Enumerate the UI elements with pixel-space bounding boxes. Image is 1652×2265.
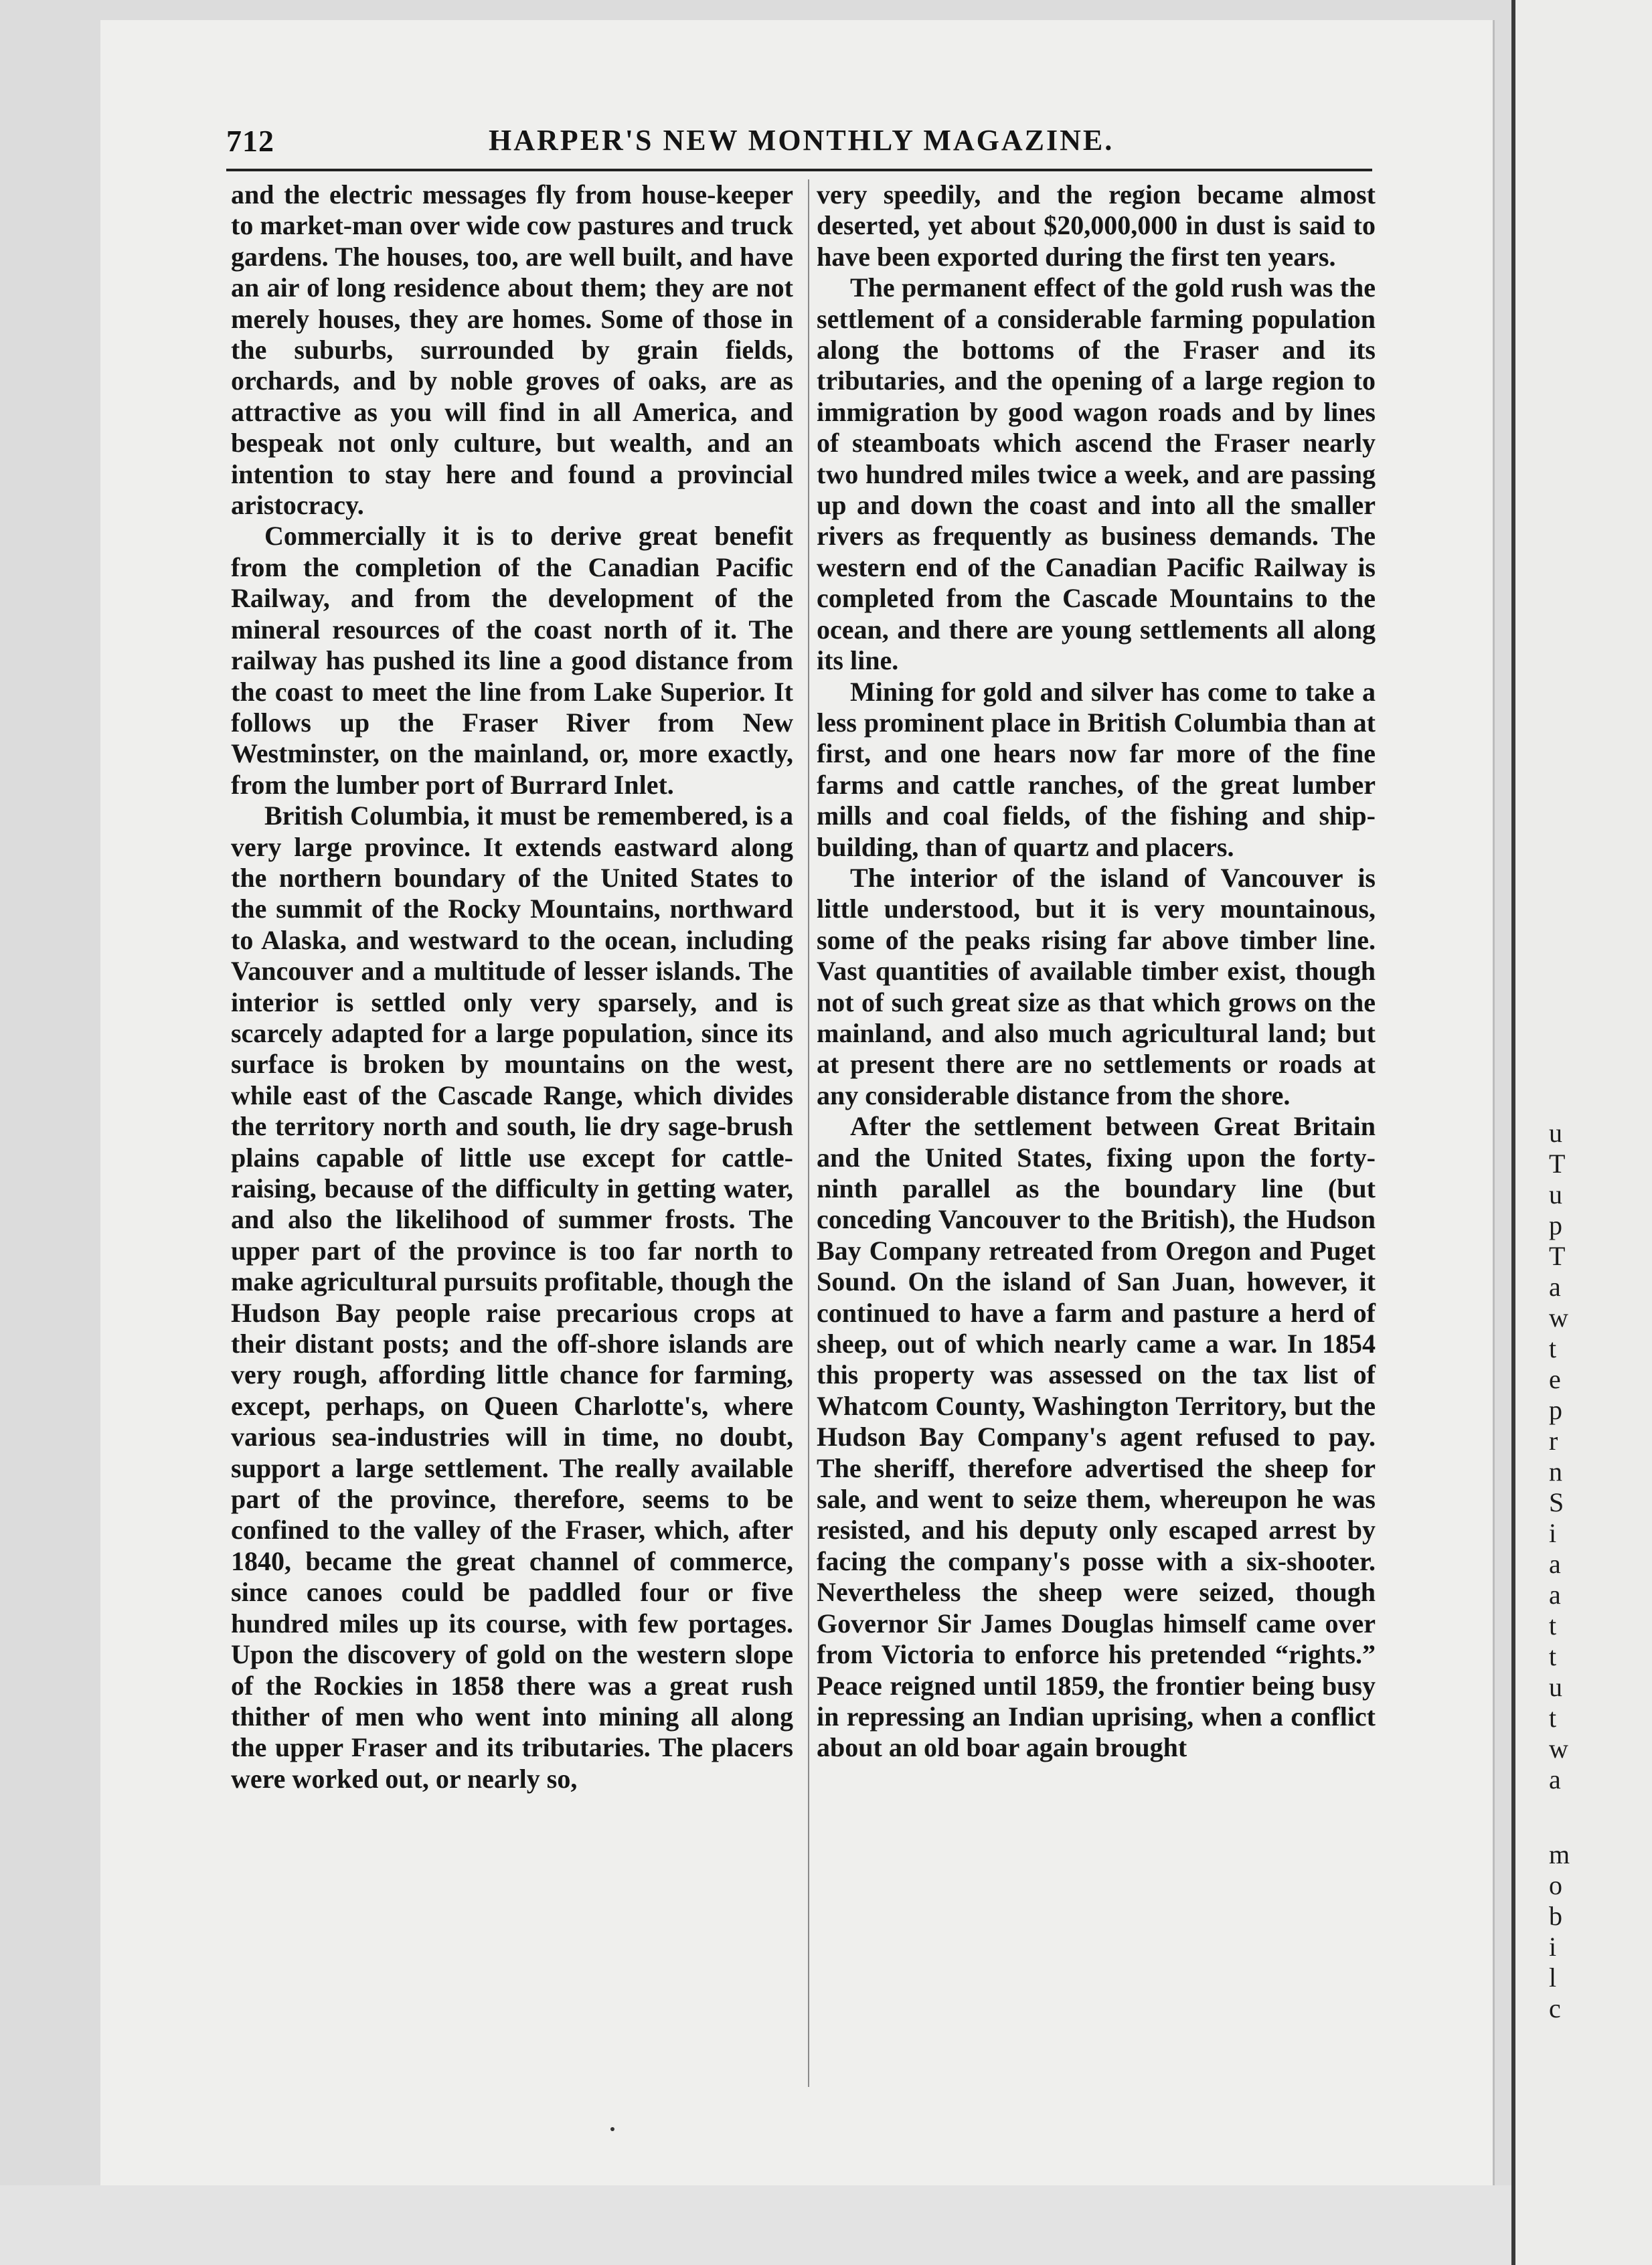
paragraph: The permanent effect of the gold rush was the settlement of a considerable farming population along the bottoms of the Fraser and its tributaries, and the opening of a large region to immigration by good wagon roads and by lines of steamboats which ascend the Fraser nearly two hundred miles twice a week, and are passing up and down the coast and into all the smaller rivers as frequently as business demands. The western end of the Canadian Pacific Railway is completed from the Cascade Mountains to the ocean, and there are young settlements all along its line. [817, 272, 1376, 676]
next-page-fragment: T [1549, 1149, 1566, 1179]
page-bottom-margin [0, 2185, 1652, 2265]
next-page-fragment: t [1549, 1703, 1557, 1733]
next-page-fragment: a [1549, 1580, 1561, 1610]
next-page-fragment: w [1549, 1303, 1568, 1333]
next-page-fragment: m [1549, 1839, 1570, 1869]
column-divider [808, 179, 809, 2087]
paragraph: Commercially it is to derive great benefit from the completion of the Canadian Pacific Railway, and from the development of the mineral resources of the coast north of it. The railway has pushed its line a good distance from the coast to meet the line from Lake Superior. It follows up the Fraser River from New Westminster, on the mainland, or, more exactly, from the lumber port of Burrard Inlet. [231, 521, 793, 800]
next-page-fragment: u [1549, 1118, 1562, 1148]
next-page-fragment: T [1549, 1241, 1566, 1271]
next-page-fragment: p [1549, 1210, 1562, 1240]
next-page-fragment: b [1549, 1901, 1562, 1931]
paragraph: Mining for gold and silver has come to take a less prominent place in British Columbia than at first, and one hears now far more of the fine farms and cattle ranches, of the great lumber mills and coal fields, of the fishing and ship-building, than of quartz and placers. [817, 676, 1376, 862]
ink-speck [610, 2127, 614, 2131]
paragraph: After the settlement between Great Britain and the United States, fixing upon the forty-ninth parallel as the boundary line (but conceding Vancouver to the British), the Hudson Bay Company retreated from Oregon and Puget Sound. On the island of San Juan, however, it continued to have a farm and pasture a herd of sheep, out of which nearly came a war. In 1854 this property was assessed on the tax list of Whatcom County, Washington Territory, but the Hudson Bay Company's agent refused to pay. The sheriff, therefore advertised the sheep for sale, and went to seize them, whereupon he was resisted, and his deputy only escaped arrest by facing the company's posse with a six-shooter. Nevertheless the sheep were seized, though Governor Sir James Douglas himself came over from Victoria to enforce his pretended “rights.” Peace reigned until 1859, the frontier being busy in repressing an Indian uprising, when a conflict about an old boar again brought [817, 1111, 1376, 1763]
next-page-edge [1515, 0, 1652, 2265]
next-page-fragment: u [1549, 1672, 1562, 1702]
paragraph: very speedily, and the region became almost deserted, yet about $20,000,000 in dust is said to have been exported during the first ten years. [817, 179, 1376, 272]
paragraph: British Columbia, it must be remembered, is a very large province. It extends eastward along the northern boundary of the United States to the summit of the Rocky Mountains, northward to Alaska, and westward to the ocean, including Vancouver and a multitude of lesser islands. The interior is settled only very sparsely, and is scarcely adapted for a large population, since its surface is broken by mountains on the west, while east of the Cascade Range, which divides the territory north and south, lie dry sage-brush plains capable of little use except for cattle-raising, because of the difficulty in getting water, and also the likelihood of summer frosts. The upper part of the province is too far north to make agricultural pursuits profitable, though the Hudson Bay people raise precarious crops at their distant posts; and the off-shore islands are very rough, affording little chance for farming, except, perhaps, on Queen Charlotte's, where various sea-industries will in time, no doubt, support a large settlement. The really available part of the province, therefore, seems to be confined to the valley of the Fraser, which, after 1840, became the great channel of commerce, since canoes could be paddled four or five hundred miles up its course, with few portages. Upon the discovery of gold on the western slope of the Rockies in 1858 there was a great rush thither of men who went into mining all along the upper Fraser and its tributaries. The placers were worked out, or nearly so, [231, 801, 793, 1794]
page-header [226, 123, 1372, 163]
page-number: 712 [226, 124, 274, 158]
next-page-fragment: u [1549, 1179, 1562, 1209]
header-rule [226, 169, 1372, 171]
next-page-fragment: t [1549, 1333, 1557, 1363]
next-page-fragment: r [1549, 1426, 1558, 1456]
next-page-fragment: p [1549, 1395, 1562, 1425]
next-page-fragment: a [1549, 1272, 1561, 1302]
next-page-fragment: a [1549, 1549, 1561, 1579]
next-page-fragment: o [1549, 1870, 1562, 1900]
right-column [817, 179, 1376, 1764]
next-page-fragment: a [1549, 1764, 1561, 1794]
next-page-fragment: t [1549, 1641, 1557, 1671]
paragraph: The interior of the island of Vancouver is little understood, but it is very mountainous, some of the peaks rising far above timber line. Vast quantities of available timber exist, though not of such great size as that which grows on the mainland, and also much agricultural land; but at present there are no settlements or roads at any considerable distance from the shore. [817, 862, 1376, 1110]
next-page-fragment: i [1549, 1932, 1557, 1962]
next-page-fragment: t [1549, 1610, 1557, 1641]
running-title: HARPER'S NEW MONTHLY MAGAZINE. [489, 124, 1114, 157]
left-column [231, 179, 793, 1794]
next-page-fragment: n [1549, 1456, 1562, 1487]
next-page-fragment: l [1549, 1962, 1557, 1993]
next-page-fragment: w [1549, 1734, 1568, 1764]
paragraph: and the electric messages fly from house-keeper to market-man over wide cow pastures and truck gardens. The houses, too, are well built, and have an air of long residence about them; they are not merely houses, they are homes. Some of those in the suburbs, surrounded by grain fields, orchards, and by noble groves of oaks, are as attractive as you will find in all America, and bespeak not only culture, but wealth, and an intention to stay here and found a provincial aristocracy. [231, 179, 793, 521]
next-page-fragment: e [1549, 1364, 1561, 1394]
next-page-fragment: c [1549, 1993, 1561, 2023]
next-page-fragment: S [1549, 1487, 1564, 1517]
next-page-fragment: i [1549, 1518, 1557, 1548]
